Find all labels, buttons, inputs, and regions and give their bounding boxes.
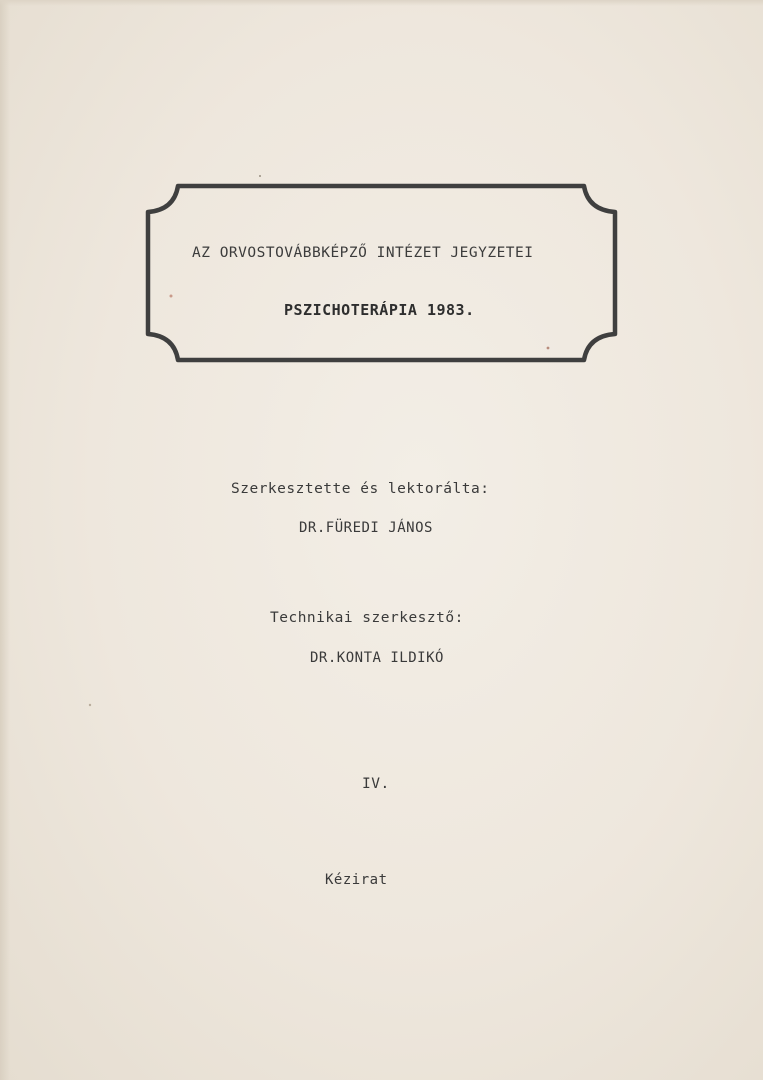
editor-label: Szerkesztette és lektorálta: bbox=[231, 481, 490, 497]
technical-editor-name: DR.KONTA ILDIKÓ bbox=[310, 650, 444, 666]
main-title: PSZICHOTERÁPIA 1983. bbox=[284, 301, 475, 319]
manuscript-label: Kézirat bbox=[325, 872, 388, 888]
series-title: AZ ORVOSTOVÁBBKÉPZŐ INTÉZET JEGYZETEI bbox=[192, 245, 534, 261]
volume-number: IV. bbox=[362, 776, 390, 792]
technical-editor-label: Technikai szerkesztő: bbox=[270, 610, 464, 626]
editor-name: DR.FÜREDI JÁNOS bbox=[299, 520, 433, 536]
